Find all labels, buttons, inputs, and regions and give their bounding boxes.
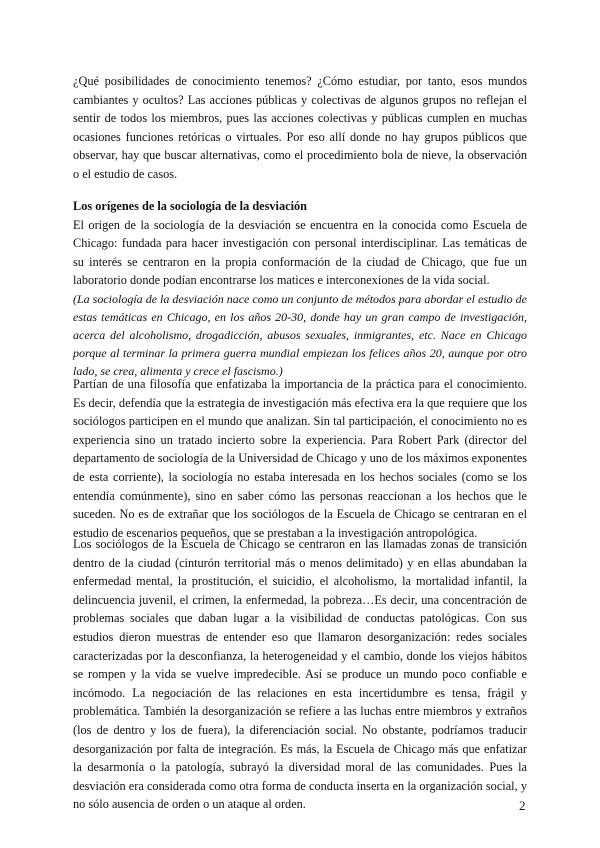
section-heading: Los orígenes de la sociología de la desviación [73,199,307,213]
section-origins [73,197,527,380]
paragraph-quote: (La sociología de la desviación nace como un conjunto de métodos para abordar el estudio de estas temáticas en Chicago, en los años 20-30, donde hay un gran campo de investigación, acerca del alcoholismo, drogadicción, abusos sexuales, inmigrantes, etc. Nace en Chicago porque al terminar la primera guerra mundial empiezan los felices años 20, aunque por otro lado, se crea, alimenta y crece el fascismo.) [73,291,527,378]
paragraph-origins: El origen de la sociología de la desviación se encuentra en la conocida como Escuela de Chicago: fundada para hacer investigación con personal interdisciplinar. Las temáticas de su interés se centraron en la propia conformación de la ciudad de Chicago, que fue un laboratorio donde podían encontrarse los matices e interconexiones de la vida social. [73,217,527,288]
paragraph-philosophy: Partían de una filosofía que enfatizaba la importancia de la práctica para el conocimiento. Es decir, defendía que la estrategia de investigación más efectiva era la que requiere que los sociólogos participen en el mundo que analizan. Sin tal participación, el conocimiento no es experiencia sino un tratado incierto sobre la experiencia. Para Robert Park (director del departamento de sociología de la Universidad de Chicago y uno de los máximos exponentes de esta corriente), la sociología no estaba interesada en los hechos sociales (como se los entendía comúnmente), sino en saber cómo las personas reaccionan a los hechos que le suceden. No es de extrañar que los sociólogos de la Escuela de Chicago se centraran en el estudio de escenarios pequeños, que se prestaban a la investigación antropológica. [73,377,527,540]
paragraph-intro: ¿Qué posibilidades de conocimiento tenemos? ¿Cómo estudiar, por tanto, esos mundos cambiantes y ocultos? Las acciones públicas y colectivas de algunos grupos no reflejan el sentir de todos los miembros, pues las acciones colectivas y públicas cumplen en muchas ocasiones funciones retóricas o virtuales. Por eso allí donde no hay grupos públicos que observar, hay que buscar alternativas, como el procedimiento bola de nieve, la observación o el estudio de casos. [73,74,527,181]
page-number: 2 [519,798,526,813]
paragraph-transition-zones: Los sociólogos de la Escuela de Chicago se centraron en las llamadas zonas de transición dentro de la ciudad (cinturón territorial más o menos delimitado) y en ellas abundaban la enfermedad mental, la prostitución, el suicidio, el alcoholismo, la mortalidad infantil, la delincuencia juvenil, el crimen, la enfermedad, la pobreza…Es decir, una concentración de problemas sociales que daban lugar a la visibilidad de conductas patológicas. Con sus estudios dieron muestras de entender eso que llamaron desorganización: redes sociales caracterizadas por la desconfianza, la heterogeneidad y el cambio, donde los viejos hábitos se rompen y la vida se vuelve impredecible. Así se produce un mundo poco confiable e incómodo. La negociación de las relaciones en esta incertidumbre es tensa, frágil y problemática. También la desorganización se refiere a las luchas entre miembros y extraños (los de dentro y los de fuera), la diferenciación social. No obstante, podríamos traducir desorganización por falta de integración. Es más, la Escuela de Chicago más que enfatizar la desarmonía o la patología, subrayó la diversidad moral de las comunidades. Pues la desviación era considerada como otra forma de conducta inserta en la organización social, y no sólo ausencia de orden o un ataque al orden. [73,537,527,812]
